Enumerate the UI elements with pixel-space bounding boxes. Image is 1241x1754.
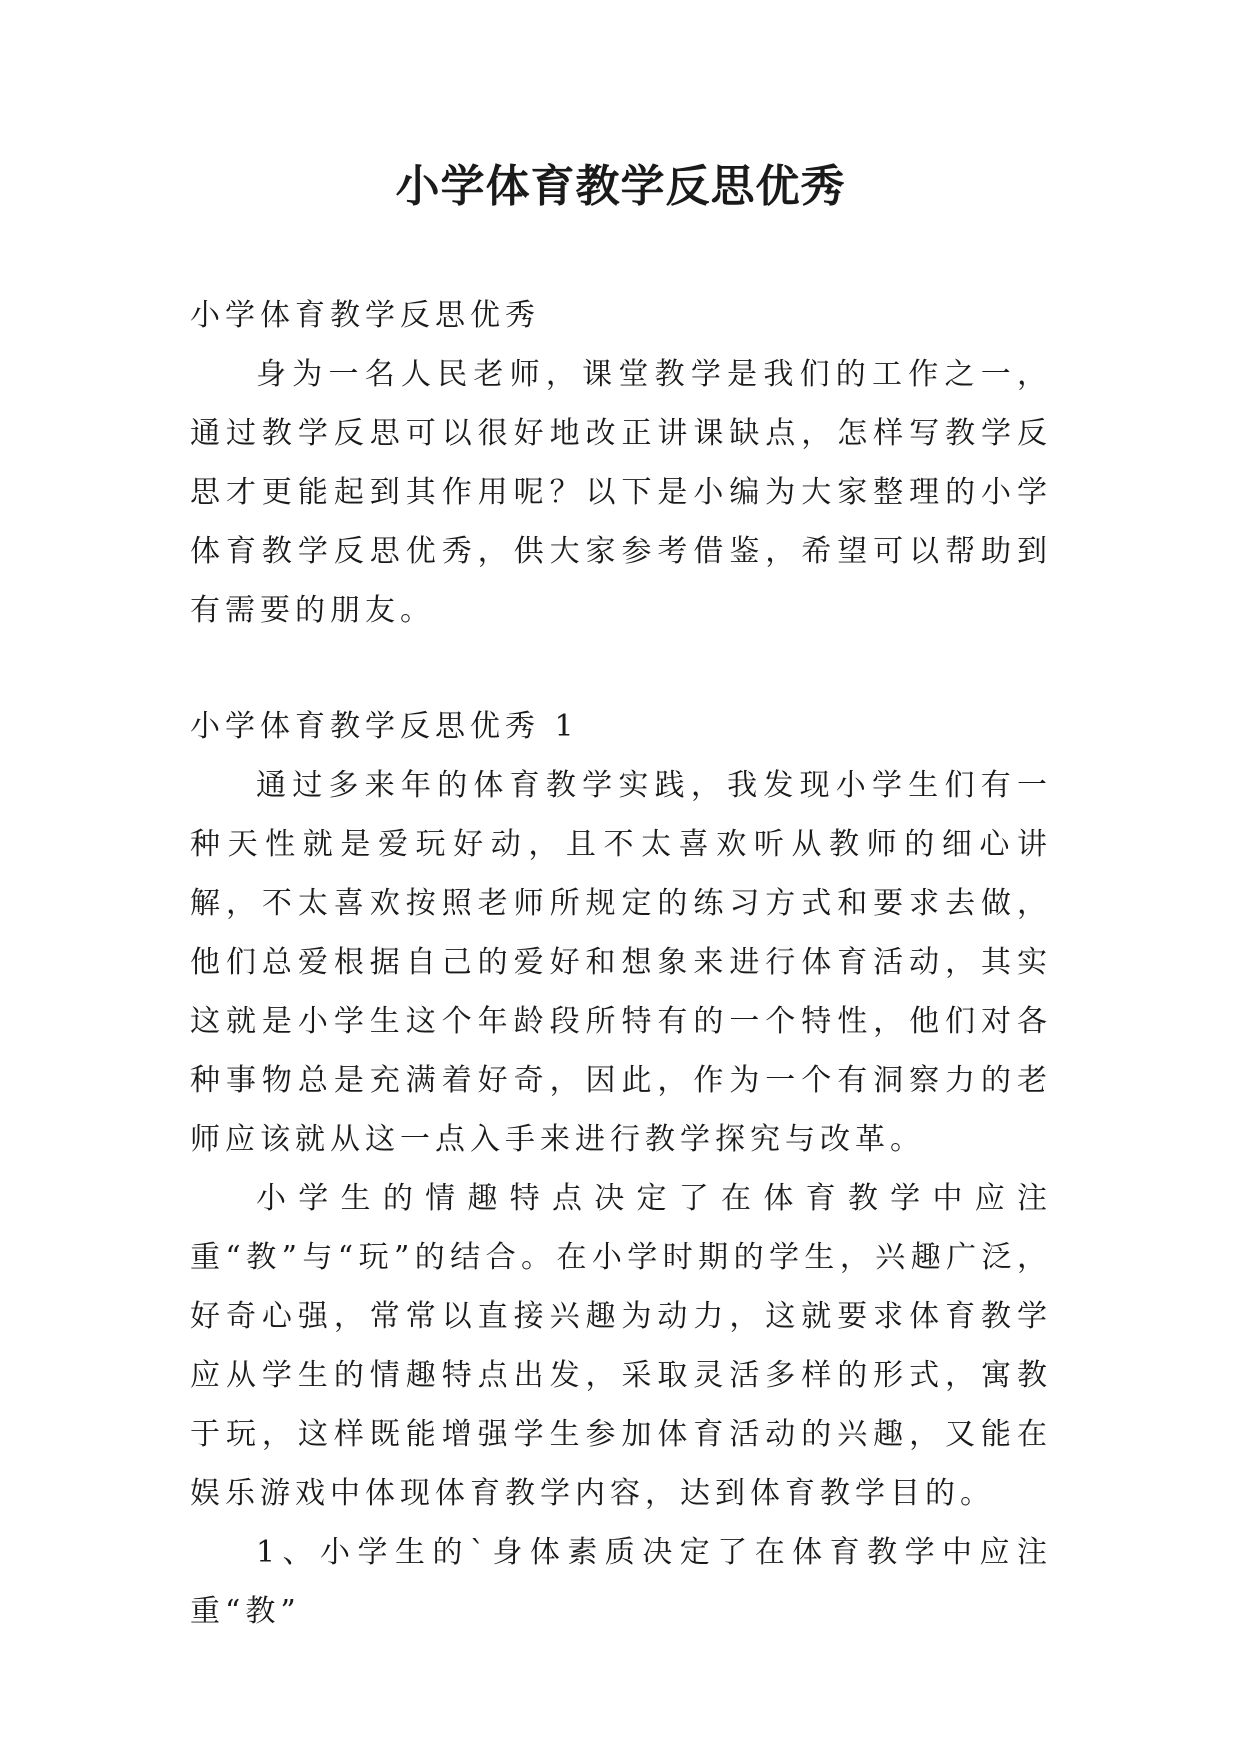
body-paragraph: 通过多来年的体育教学实践，我发现小学生们有一种天性就是爱玩好动，且不太喜欢听从教师的细心讲解，不太喜欢按照老师所规定的练习方式和要求去做，他们总爱根据自己的爱好和想象来进行体育活动，其实这就是小学生这个年龄段所特有的一个特性，他们对各种事物总是充满着好奇，因此，作为一个有洞察力的老师应该就从这一点入手来进行教学探究与改革。 [190, 768, 1052, 1157]
body-paragraph: 1、小学生的`身体素质决定了在体育教学中应注重“教” [190, 1535, 1052, 1629]
intro-paragraph: 身为一名人民老师，课堂教学是我们的工作之一，通过教学反思可以很好地改正讲课缺点，怎样写教学反思才更能起到其作用呢？以下是小编为大家整理的小学体育教学反思优秀，供大家参考借鉴，希望可以帮助到有需要的朋友。 [190, 357, 1052, 628]
section-1 [190, 697, 1052, 1641]
body-paragraph: 小学生的情趣特点决定了在体育教学中应注重“教”与“玩”的结合。在小学时期的学生，兴趣广泛，好奇心强，常常以直接兴趣为动力，这就要求体育教学应从学生的情趣特点出发，采取灵活多样的形式，寓教于玩，这样既能增强学生参加体育活动的兴趣，又能在娱乐游戏中体现体育教学内容，达到体育教学目的。 [190, 1181, 1052, 1511]
intro-section [190, 286, 1052, 640]
document-title: 小学体育教学反思优秀 [395, 161, 846, 212]
intro-heading: 小学体育教学反思优秀 [190, 298, 540, 333]
section-heading: 小学体育教学反思优秀 1 [190, 709, 579, 744]
